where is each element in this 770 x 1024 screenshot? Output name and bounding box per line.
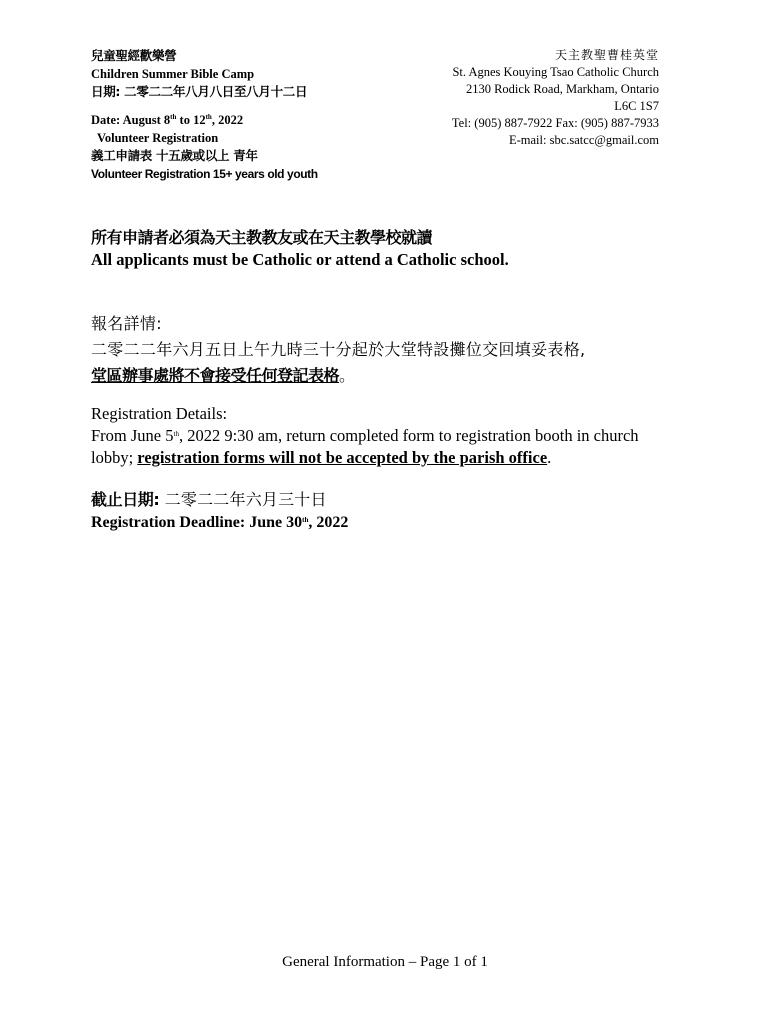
registration-details-zh-end: 。: [339, 366, 356, 385]
registration-deadline-en: [91, 512, 691, 534]
camp-name-zh: 兒童聖經歡樂營: [91, 48, 177, 63]
registration-details-en-line1-prefix: From June 5: [91, 426, 174, 445]
church-contact-header: [329, 47, 659, 149]
registration-deadline-en-prefix: Registration Deadline: June 30: [91, 514, 303, 531]
registration-details-en-line2-prefix: lobby;: [91, 448, 138, 467]
registration-details-en-emphasis: registration forms will not be accepted by the parish office: [137, 448, 548, 467]
camp-name-en: Children Summer Bible Camp: [91, 67, 255, 81]
registration-details-zh-emphasis: 堂區辦事處將不會接受任何登記表格: [91, 366, 340, 385]
registration-deadline-en-suffix: , 2022: [308, 514, 349, 531]
page-footer: General Information – Page 1 of 1: [282, 954, 488, 970]
registration-details-en-label: Registration Details:: [91, 404, 228, 423]
church-name-en: St. Agnes Kouying Tsao Catholic Church: [452, 65, 659, 79]
church-name-zh: 天主教聖曹桂英堂: [554, 48, 659, 62]
camp-date-zh-label: 日期:: [91, 84, 121, 99]
camp-date-en-sup2: th: [205, 113, 212, 121]
registration-details-zh: [91, 311, 691, 389]
camp-date-zh-value: 二零二二年八月八日至八月十二日: [124, 84, 308, 99]
registration-deadline: [91, 488, 691, 534]
registration-deadline-zh: [91, 488, 691, 512]
registration-deadline-zh-value: 二零二二年六月三十日: [159, 490, 327, 509]
eligibility-notice-en: All applicants must be Catholic or attend a Catholic school.: [91, 250, 509, 269]
registration-deadline-en-sup: th: [302, 516, 309, 524]
church-address-line2: L6C 1S7: [614, 99, 659, 113]
registration-details-zh-line1: 二零二二年六月五日上午九時三十分起於大堂特設攤位交回填妥表格,: [91, 340, 586, 359]
camp-date-en-sup1: th: [170, 113, 177, 121]
registration-details-en-line2-end: .: [547, 448, 552, 467]
church-email: E-mail: sbc.satcc@gmail.com: [508, 133, 659, 147]
registration-details-en-line2: [91, 447, 691, 469]
camp-date-en-mid: to 12: [176, 113, 206, 127]
volunteer-youth-en: Volunteer Registration 15+ years old youth: [91, 167, 318, 181]
camp-date-en-suffix: , 2022: [211, 113, 244, 127]
registration-details-zh-label: 報名詳情:: [91, 314, 162, 333]
eligibility-notice-zh: 所有申請者必須為天主教教友或在天主教學校就讀: [91, 228, 433, 247]
registration-deadline-zh-label: 截止日期:: [91, 490, 160, 509]
church-phone-fax: Tel: (905) 887-7922 Fax: (905) 887-7933: [451, 116, 659, 130]
registration-details-en: [91, 403, 691, 469]
registration-details-zh-line2: [91, 363, 691, 389]
volunteer-registration-en: Volunteer Registration: [97, 131, 219, 145]
church-address-line1: 2130 Rodick Road, Markham, Ontario: [465, 82, 659, 96]
registration-details-en-line1-rest: , 2022 9:30 am, return completed form to registration booth in church: [178, 426, 639, 445]
registration-details-en-line1: [91, 425, 691, 447]
eligibility-notice: [91, 227, 691, 271]
volunteer-form-zh: 義工申請表 十五歲或以上 青年: [91, 148, 258, 163]
camp-date-en-prefix: Date: August 8: [91, 113, 171, 127]
registration-details-en-line1-sup: th: [173, 430, 179, 438]
